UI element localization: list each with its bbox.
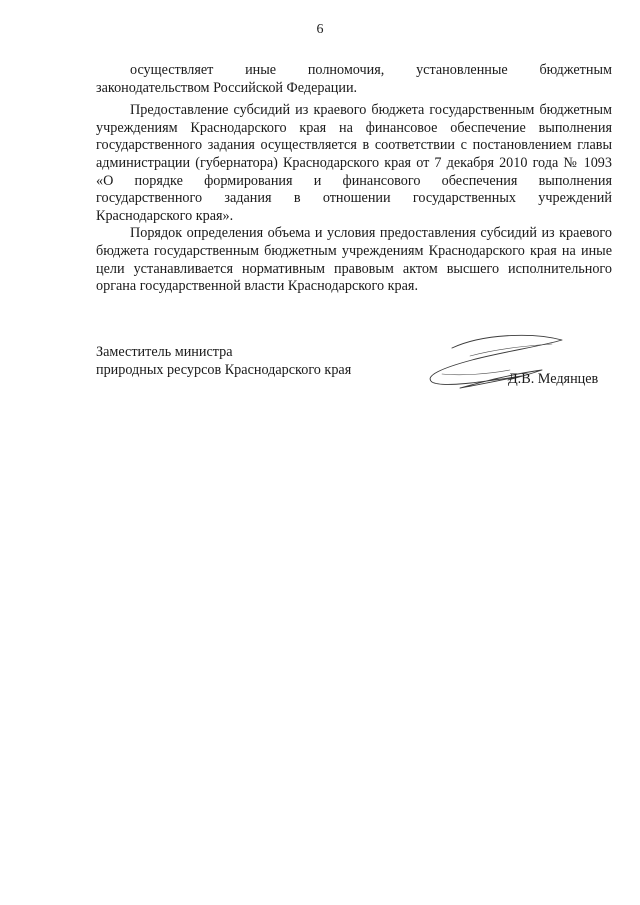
position-title-line2: природных ресурсов Краснодарского края bbox=[96, 362, 352, 378]
document-body bbox=[96, 62, 612, 296]
handwritten-signature bbox=[412, 330, 572, 400]
position-title-line1: Заместитель министра bbox=[96, 344, 233, 360]
paragraph-subsidies-other-purposes: Порядок определения объема и условия предоставления субсидий из краевого бюджета государственным бюджетным учреждениям Краснодарского края на иные цели устанавливается нормативным правовым актом высшего исполнительного органа государственной власти Краснодарского края. bbox=[96, 225, 612, 295]
paragraph-subsidies-state-task: Предоставление субсидий из краевого бюджета государственным бюджетным учреждениям Краснодарского края на финансовое обеспечение выполнения государственного задания осуществляется в соответствии с постановлением главы администрации (губернатора) Краснодарского края от 7 декабря 2010 года № 1093 «О порядке формирования и финансового обеспечения выполнения государственного задания в отношении государственных учреждений Краснодарского края». bbox=[96, 102, 612, 224]
paragraph-continuation: осуществляет иные полномочия, установленные бюджетным законодательством Российской Федерации. bbox=[96, 62, 612, 96]
page-number: 6 bbox=[316, 22, 324, 37]
signer-name: Д.В. Медянцев bbox=[508, 371, 599, 387]
signature-position bbox=[96, 343, 376, 379]
